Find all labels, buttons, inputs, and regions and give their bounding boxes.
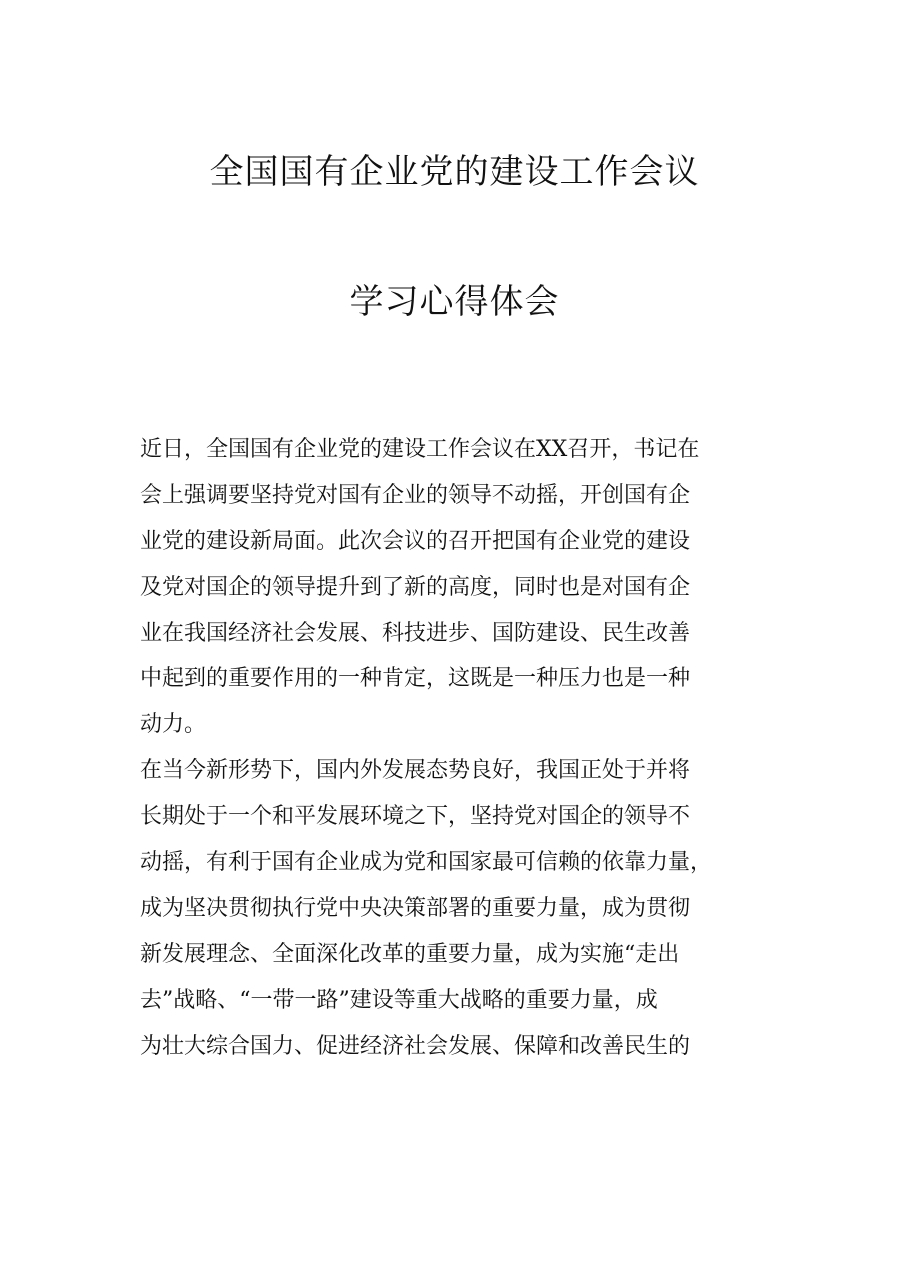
body-line: 去”战略、“一带一路”建设等重大战略的重要力量，成: [140, 987, 658, 1013]
body-line: 会上强调要坚持党对国有企业的领导不动摇，开创国有企: [140, 482, 691, 508]
body-line: 长期处于一个和平发展环境之下，坚持党对国企的领导不: [140, 804, 691, 830]
document-title-line-2: 学习心得体会: [349, 282, 560, 322]
body-line: 成为坚决贯彻执行党中央决策部署的重要力量，成为贯彻: [140, 895, 691, 921]
body-line: 在当今新形势下，国内外发展态势良好，我国正处于并将: [140, 758, 691, 784]
body-line: 新发展理念、全面深化改革的重要力量，成为实施“走出: [140, 941, 680, 967]
body-line: 业在我国经济社会发展、科技进步、国防建设、民生改善: [140, 620, 691, 646]
body-line: 业党的建设新局面。此次会议的召开把国有企业党的建设: [140, 528, 691, 554]
document-body: [140, 427, 780, 1069]
body-line: 动力。: [140, 712, 207, 738]
body-line: 动摇，有利于国有企业成为党和国家最可信赖的依靠力量，: [140, 850, 713, 876]
body-line: 中起到的重要作用的一种肯定，这既是一种压力也是一种: [140, 666, 691, 692]
body-line: 为壮大综合国力、促进经济社会发展、保障和改善民生的: [140, 1033, 691, 1059]
body-line: 及党对国企的领导提升到了新的高度，同时也是对国有企: [140, 574, 691, 600]
document-title-line-1: 全国国有企业党的建设工作会议: [209, 152, 700, 192]
body-line: 近日，全国国有企业党的建设工作会议在XX召开，书记在: [140, 437, 700, 462]
